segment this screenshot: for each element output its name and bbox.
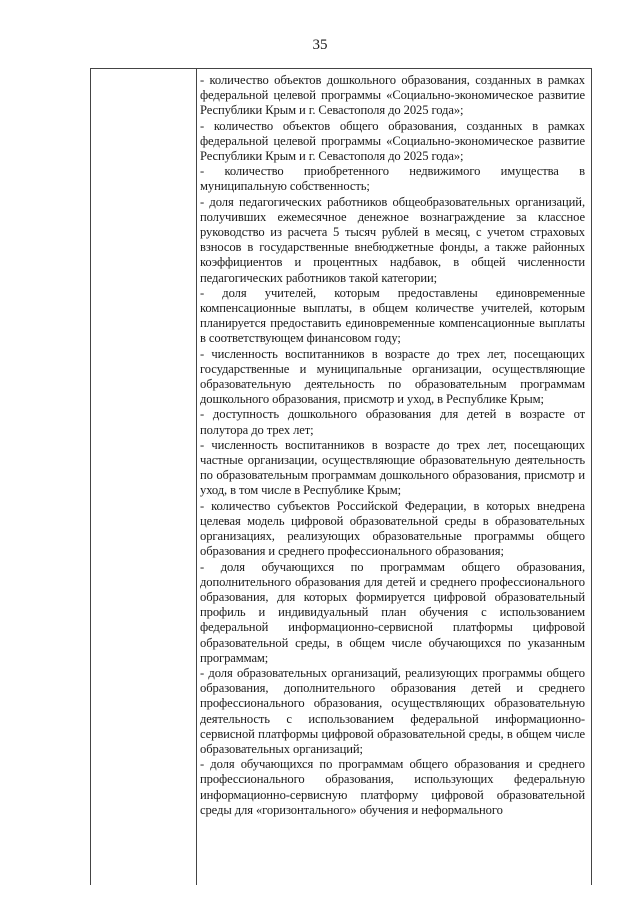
indicator-item: - доля обучающихся по программам общего образования и среднего профессионального образования, использующих федеральную информационно-сервисную платформу цифровой образовательной среды для «горизонтального» обучения и неформального — [200, 757, 585, 817]
indicator-item: - доля педагогических работников общеобразовательных организаций, получивших ежемесячное денежное вознаграждение за классное руководство из расчета 5 тысяч рублей в месяц, с учетом страховых взносов в государственные внебюджетные фонды, а также районных коэффициентов и процентных надбавок, в общей численности педагогических работников такой категории; — [200, 194, 585, 285]
indicator-item: - доля учителей, которым предоставлены единовременные компенсационные выплаты, в общем количестве учителей, которым планируется предоставить единовременные компенсационные выплаты в соответствующем финансовом году; — [200, 285, 585, 346]
indicator-item: - доля обучающихся по программам общего образования, дополнительного образования для детей и среднего профессионального образования, для которых формируется цифровой образовательный профиль и индивидуальный план обучения с использованием федеральной информационно-сервисной платформы цифровой образовательной среды, в общем числе обучающихся по указанным программам; — [200, 559, 585, 665]
column-divider — [196, 69, 197, 885]
indicator-item: - доступность дошкольного образования для детей в возрасте от полутора до трех лет; — [200, 407, 585, 437]
page-number: 35 — [312, 37, 328, 53]
indicator-item: - количество объектов дошкольного образования, созданных в рамках федеральной целевой программы «Социально-экономическое развитие Республики Крым и г. Севастополя до 2025 года»; — [200, 73, 585, 118]
indicators-column — [200, 73, 585, 818]
indicator-item: - доля образовательных организаций, реализующих программы общего образования, дополнительного образования детей и среднего профессионального образования, осуществляющих образовательную деятельность с использованием федеральной информационно-сервисной платформы цифровой образовательной среды, в общем числе образовательных организаций; — [200, 665, 585, 756]
indicator-item: - количество приобретенного недвижимого имущества в муниципальную собственность; — [200, 164, 585, 194]
indicator-item: - количество субъектов Российской Федерации, в которых внедрена целевая модель цифровой образовательной среды в образовательных организациях, реализующих образовательные программы общего образования и среднего профессионального образования; — [200, 498, 585, 559]
indicator-item: - численность воспитанников в возрасте до трех лет, посещающих государственные и муниципальные организации, осуществляющие образовательную деятельность по образовательным программам дошкольного образования, присмотр и уход, в Республике Крым; — [200, 346, 585, 407]
indicator-item: - количество объектов общего образования, созданных в рамках федеральной целевой программы «Социально-экономическое развитие Республики Крым и г. Севастополя до 2025 года»; — [200, 118, 585, 164]
document-table — [90, 68, 592, 885]
indicator-item: - численность воспитанников в возрасте до трех лет, посещающих частные организации, осуществляющие образовательную деятельность по образовательным программам дошкольного образования, присмотр и уход, в том числе в Республике Крым; — [200, 437, 585, 498]
